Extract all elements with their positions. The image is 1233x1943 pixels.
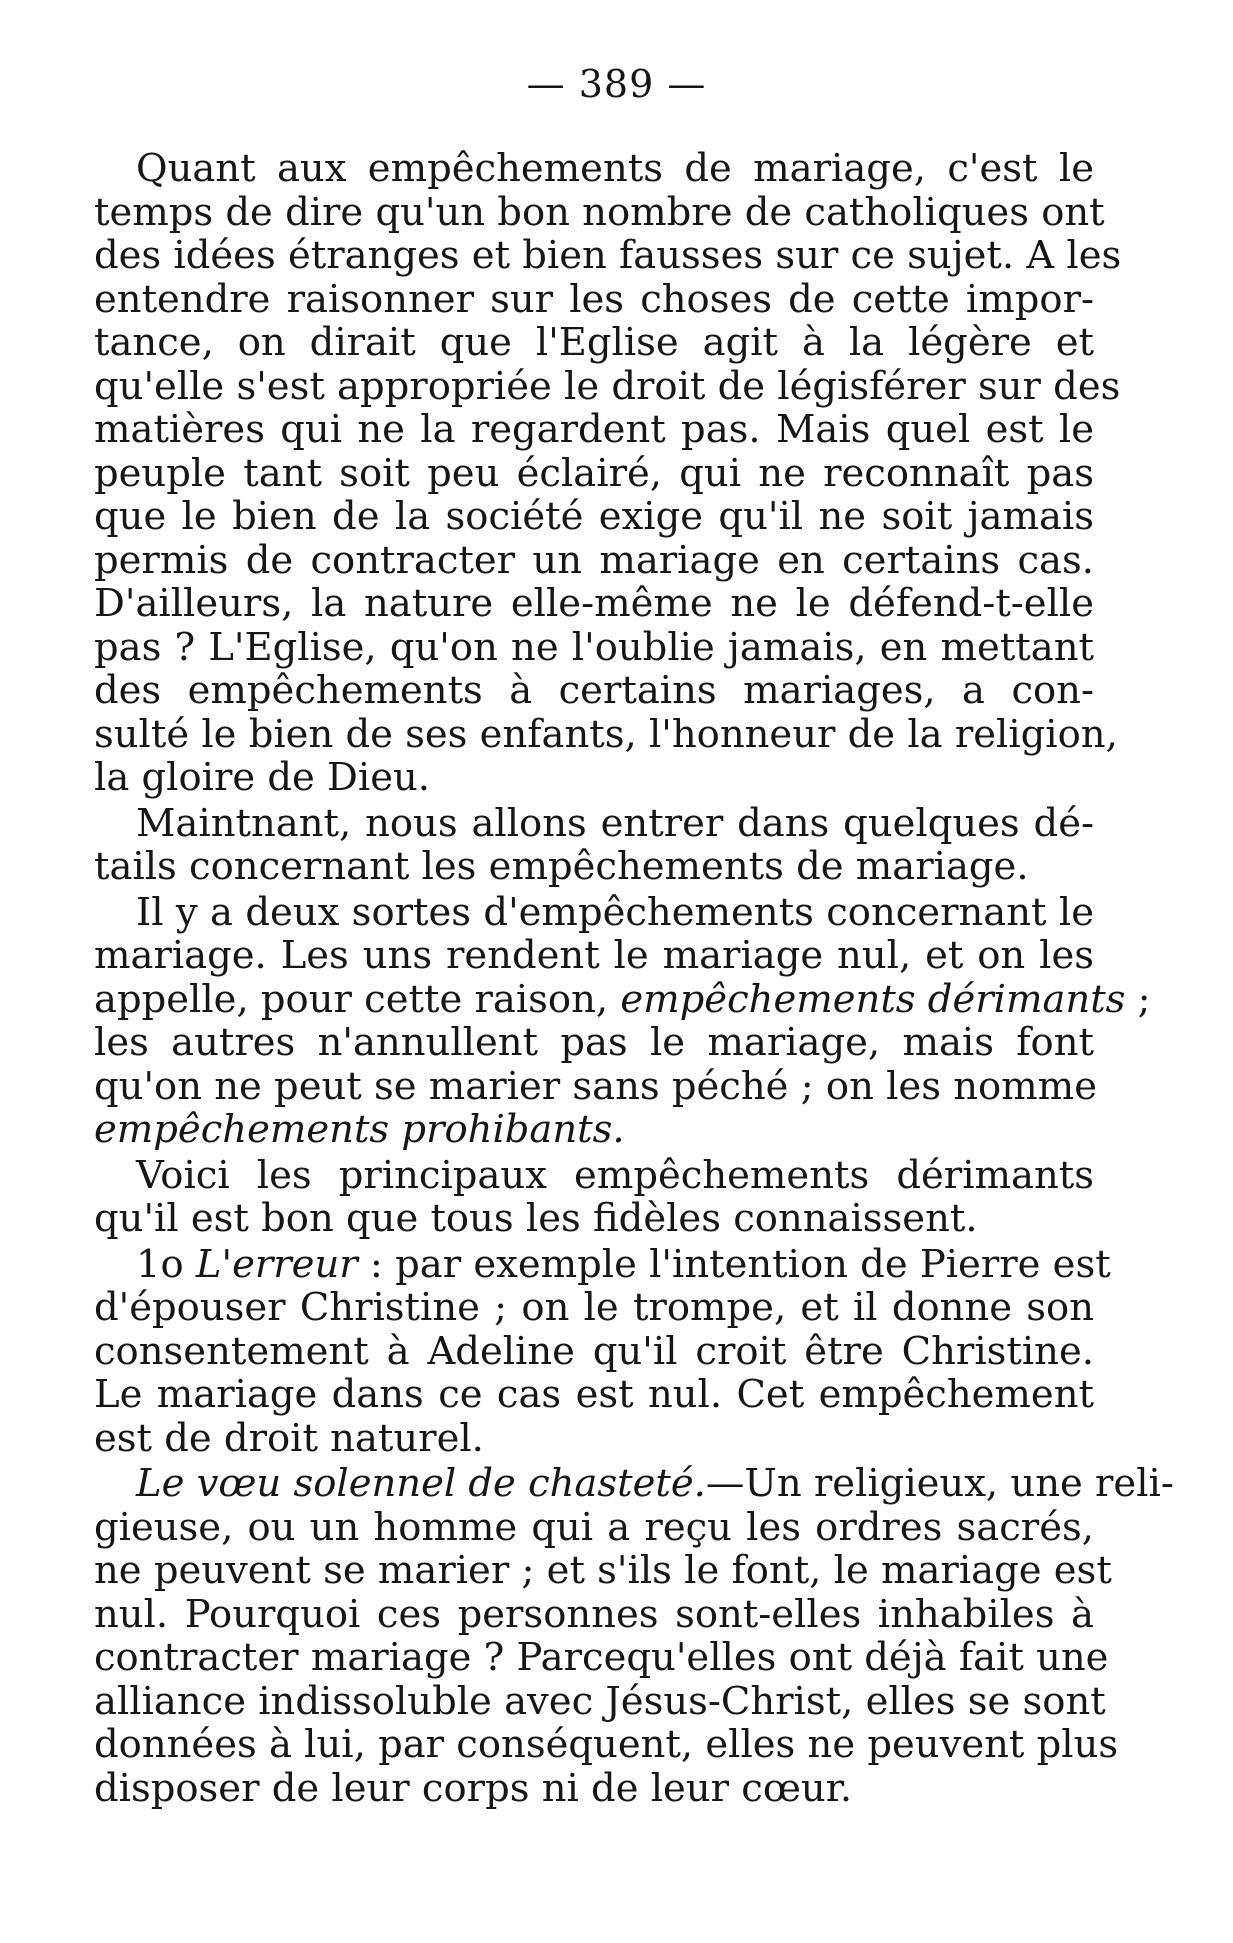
text-line: d'épouser Christine ; on le trompe, et il donne son [94, 1285, 1094, 1330]
text-line: est de droit naturel. [94, 1415, 484, 1461]
paragraph-4 [94, 1154, 1094, 1241]
italic-term: Le vœu solennel de chasteté. [136, 1461, 706, 1506]
text-line: contracter mariage ? Parcequ'elles ont déjà fait une [94, 1635, 1109, 1680]
text-line: sulté le bien de ses enfants, l'honneur de la religion, [94, 711, 1118, 757]
text-line [94, 1461, 1174, 1506]
italic-term: L'erreur [195, 1241, 358, 1287]
text-line: peuple tant soit peu éclairé, qui ne reconnaît pas [94, 450, 1094, 496]
text-line: Voici les principaux empêchements dérimants [136, 1152, 1094, 1198]
text-line: qu'on ne peut se marier sans péché ; on les nomme [94, 1063, 1097, 1109]
text-line: qu'elle s'est appropriée le droit de légisférer sur des [94, 363, 1121, 409]
text-line: consentement à Adeline qu'il croit être Christine. [94, 1328, 1094, 1374]
text-line: temps de dire qu'un bon nombre de catholiques ont [94, 189, 1105, 235]
paragraph-2 [94, 802, 1094, 889]
text-line: qu'il est bon que tous les fidèles connaissent. [94, 1196, 978, 1241]
text-line: des idées étranges et bien fausses sur ce sujet. A les [94, 233, 1122, 278]
text-line: mariage. Les uns rendent le mariage nul, et on les [94, 933, 1094, 978]
text-line: pas ? L'Eglise, qu'on ne l'oublie jamais, en mettant [94, 624, 1094, 670]
text-line: ne peuvent se marier ; et s'ils le font, le mariage est [94, 1548, 1112, 1593]
text-line: entendre raisonner sur les choses de cette impor- [94, 276, 1094, 322]
text-line: disposer de leur corps ni de leur cœur. [94, 1765, 853, 1811]
text-line: permis de contracter un mariage en certains cas. [94, 537, 1094, 583]
page-number: — 389 — [526, 62, 707, 106]
text-line [94, 1241, 1111, 1287]
text-run: : par exemple l'intention de Pierre est [357, 1241, 1111, 1287]
text-line: Quant aux empêchements de mariage, c'est le [136, 146, 1094, 191]
text-line: Il y a deux sortes d'empêchements concernant le [136, 889, 1094, 935]
text-line: gieuse, ou un homme qui a reçu les ordres sacrés, [94, 1504, 1094, 1550]
text-run: —Un religieux, une reli- [705, 1461, 1174, 1506]
text-line: D'ailleurs, la nature elle-même ne le défend-t-elle [94, 581, 1094, 626]
text-run: appelle, pour cette raison, [94, 976, 621, 1022]
text-line: tails concernant les empêchements de mariage. [94, 844, 1029, 889]
text-line: les autres n'annullent pas le mariage, mais font [94, 1020, 1094, 1065]
paragraph-6 [94, 1461, 1174, 1811]
text-run: ; [1125, 976, 1151, 1022]
text-line: alliance indissoluble avec Jésus-Christ, elles se sont [94, 1678, 1106, 1724]
text-line: nul. Pourquoi ces personnes sont-elles inhabiles à [94, 1591, 1094, 1637]
paragraph-5 [94, 1241, 1111, 1461]
text-line: matières qui ne la regardent pas. Mais quel est le [94, 407, 1094, 452]
text-line: données à lui, par conséquent, elles ne peuvent plus [94, 1722, 1119, 1767]
text-line: tance, on dirait que l'Eglise agit à la légère et [94, 320, 1094, 365]
italic-term: empêchements prohibants. [94, 1107, 625, 1152]
list-number: 1o [136, 1241, 196, 1287]
page-body [94, 146, 1174, 1811]
text-line [94, 976, 1151, 1022]
text-line: que le bien de la société exige qu'il ne soit jamais [94, 494, 1094, 539]
paragraph-3 [94, 889, 1151, 1152]
paragraph-1 [94, 146, 1122, 800]
text-line [94, 1108, 1094, 1152]
text-line: Maintnant, nous allons entrer dans quelques dé- [136, 800, 1094, 846]
italic-term: empêchements dérimants [620, 976, 1126, 1022]
text-line: la gloire de Dieu. [94, 755, 431, 800]
text-line: Le mariage dans ce cas est nul. Cet empêchement [94, 1372, 1094, 1417]
text-line: des empêchements à certains mariages, a con- [94, 668, 1094, 713]
